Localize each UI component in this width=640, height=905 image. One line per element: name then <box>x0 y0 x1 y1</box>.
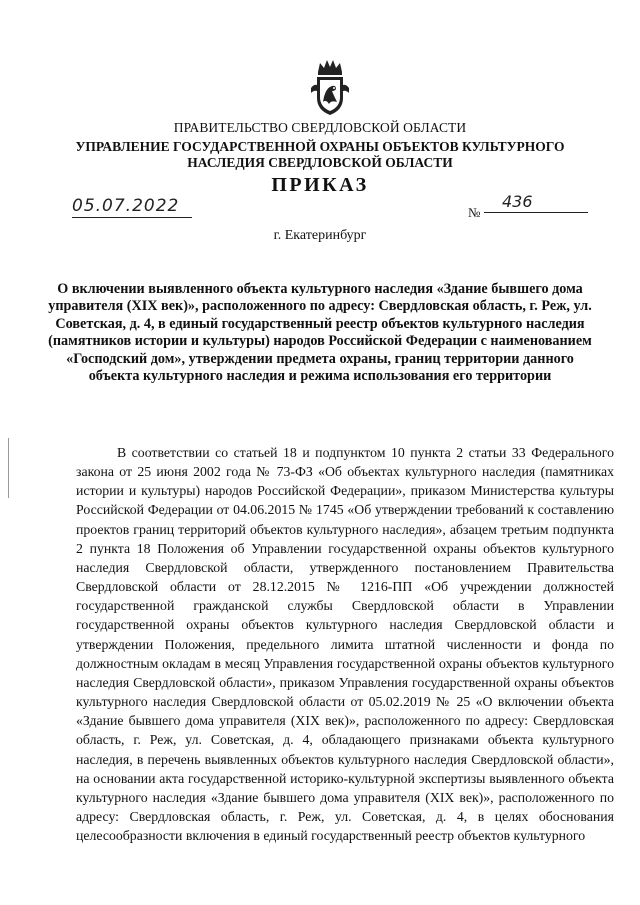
order-number-label: № <box>468 205 481 220</box>
department-name: УПРАВЛЕНИЕ ГОСУДАРСТВЕННОЙ ОХРАНЫ ОБЪЕКТОВ КУЛЬТУРНОГО НАСЛЕДИЯ СВЕРДЛОВСКОЙ ОБЛАСТИ <box>75 139 565 170</box>
document-type-heading: ПРИКАЗ <box>271 174 369 196</box>
order-title: О включении выявленного объекта культурного наследия «Здание бывшего дома управителя (XIX век)», расположенного по адресу: Свердловская область, г. Реж, ул. Советская, д. 4, в единый государственный реестр объектов культурного наследия (памятников истории и культуры) народов Российской Федерации с наименованием «Господский дом», утверждении предмета охраны, границ территории данного объекта культурного наследия и режима использования его территории <box>48 281 592 385</box>
government-name: ПРАВИТЕЛЬСТВО СВЕРДЛОВСКОЙ ОБЛАСТИ <box>173 120 467 135</box>
order-body <box>76 443 614 845</box>
body-paragraph: В соответствии со статьей 18 и подпунктом 10 пункта 2 статьи 33 Федерального закона от 25 июня 2002 года № 73-ФЗ «Об объектах культурного наследия (памятниках истории и культуры) народов Российской Федерации», приказом Министерства культуры Российской Федерации от 04.06.2015 № 1745 «Об утверждении требований к составлению проектов границ территорий объектов культурного наследия», абзацем третьим подпункта 2 пункта 18 Положения об Управлении государственной охраны объектов культурного наследия Свердловской области, утвержденного постановлением Правительства Свердловской области от 28.12.2015 № 1216-ПП «Об учреждении должностей государственной гражданской службы Свердловской области в Управлении государственной охраны объектов культурного наследия Свердловской области и утверждении Положения, предельного лимита штатной численности и фонда по должностным окладам в месяц Управления государственной охраны объектов культурного наследия Свердловской области», приказом Управления государственной охраны объектов культурного наследия Свердловской области от 05.02.2019 № 25 «О включении объекта «Здание бывшего дома управителя (XIX век)», расположенного по адресу: Свердловская область, г. Реж, ул. Советская, д. 4, обладающего признаками объекта культурного наследия, в перечень выявленных объектов культурного наследия Свердловской области», на основании акта государственной историко-культурной экспертизы выявленного объекта культурного наследия «Здание бывшего дома управителя (XIX век)», расположенного по адресу: Свердловская область, г. Реж, ул. Советская, д. 4, в целях обоснования целесообразности включения в единый государственный реестр объектов культурного <box>76 445 614 844</box>
issue-city: г. Екатеринбург <box>273 228 367 243</box>
order-date: 05.07.2022 <box>72 196 192 218</box>
order-number: 436 <box>484 192 588 213</box>
margin-mark <box>8 438 9 498</box>
coat-of-arms-emblem <box>305 58 355 118</box>
